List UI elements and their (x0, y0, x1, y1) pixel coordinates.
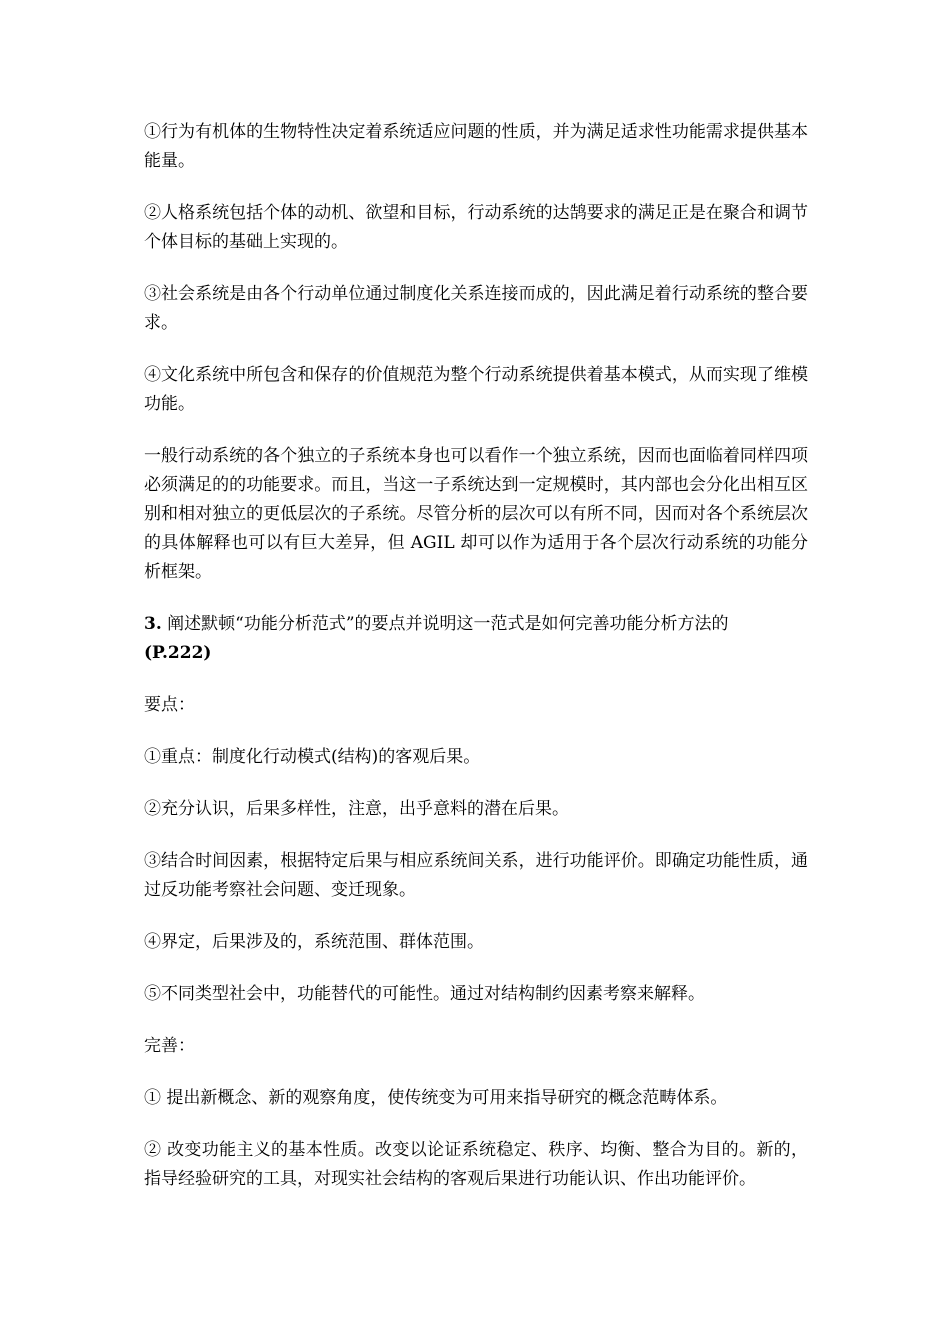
point-item: ⑤不同类型社会中，功能替代的可能性。通过对结构制约因素考察来解释。 (144, 984, 705, 1004)
question-heading (144, 610, 808, 668)
point-item: ①重点：制度化行动模式(结构)的客观后果。 (144, 747, 481, 767)
paragraph-social-system: ③社会系统是由各个行动单位通过制度化关系连接而成的，因此满足着行动系统的整合要求。 (144, 284, 808, 333)
document-body (144, 118, 808, 1217)
improvement-item: ② 改变功能主义的基本性质。改变以论证系统稳定、秩序、均衡、整合为目的。新的，指导经验研究的工具，对现实社会结构的客观后果进行功能认识、作出功能评价。 (144, 1140, 808, 1189)
point-item: ②充分认识，后果多样性，注意，出乎意料的潜在后果。 (144, 799, 569, 819)
question-text: 阐述默顿“功能分析范式”的要点并说明这一范式是如何完善功能分析方法的 (161, 614, 729, 634)
paragraph-behavioral-organism: ①行为有机体的生物特性决定着系统适应问题的性质，并为满足适求性功能需求提供基本能量。 (144, 122, 808, 171)
improvements-label: 完善： (144, 1036, 195, 1056)
paragraph-personality-system: ②人格系统包括个体的动机、欲望和目标，行动系统的达鹄要求的满足正是在聚合和调节个体目标的基础上实现的。 (144, 203, 808, 252)
points-label: 要点： (144, 695, 195, 715)
point-item: ③结合时间因素，根据特定后果与相应系统间关系，进行功能评价。即确定功能性质，通过反功能考察社会问题、变迁现象。 (144, 851, 808, 900)
question-page-ref: (P.222) (144, 643, 212, 663)
improvement-item: ① 提出新概念、新的观察角度，使传统变为可用来指导研究的概念范畴体系。 (144, 1088, 728, 1108)
paragraph-agil-framework: 一般行动系统的各个独立的子系统本身也可以看作一个独立系统，因而也面临着同样四项必须满足的的功能要求。而且，当这一子系统达到一定规模时，其内部也会分化出相互区别和相对独立的更低层次的子系统。尽管分析的层次可以有所不同，因而对各个系统层次的具体解释也可以有巨大差异，但 AGIL 却可以作为适用于各个层次行动系统的功能分析框架。 (144, 446, 808, 582)
paragraph-cultural-system: ④文化系统中所包含和保存的价值规范为整个行动系统提供着基本模式，从而实现了维模功能。 (144, 365, 808, 414)
point-item: ④界定，后果涉及的，系统范围、群体范围。 (144, 932, 484, 952)
question-number: 3. (144, 614, 162, 634)
